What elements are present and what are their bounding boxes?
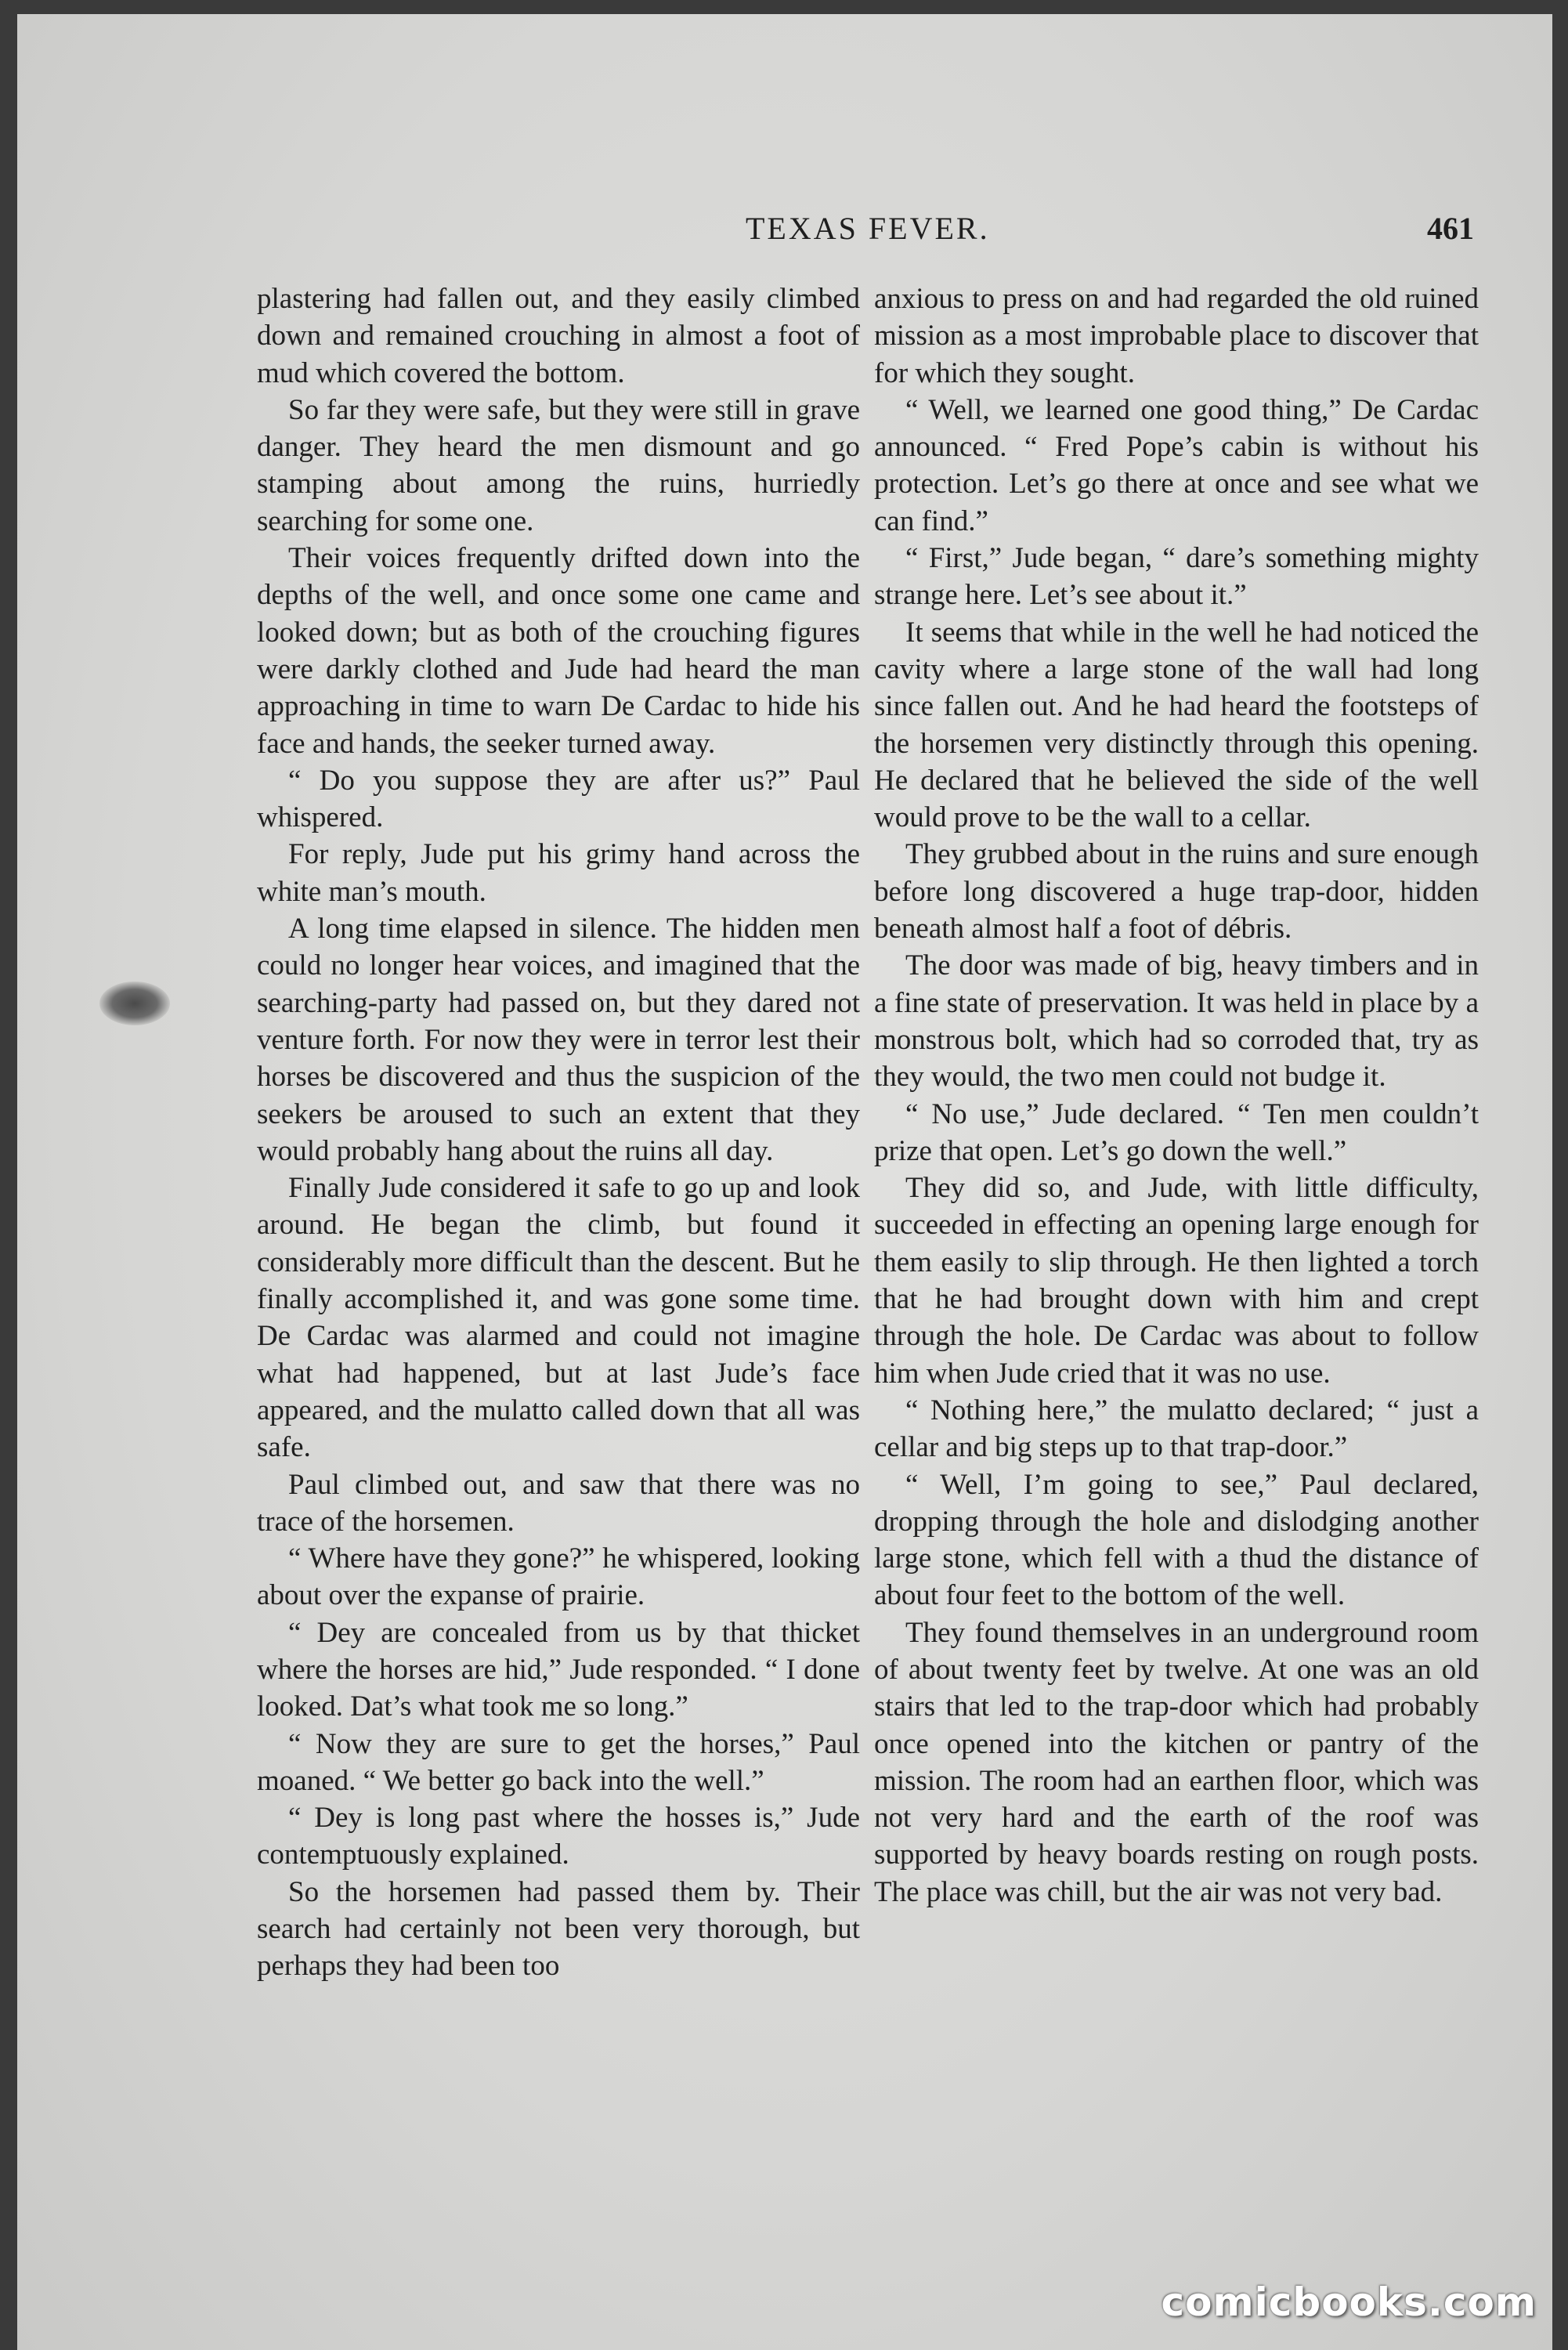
right-text-column xyxy=(874,280,1479,2270)
paragraph: “ Where have they gone?” he whispered, looking about over the expanse of prairie. xyxy=(257,1542,860,1612)
paragraph: It seems that while in the well he had noticed the cavity where a large stone of the wall had long since fallen out. And he had heard the footsteps of the horsemen very distinctly through this opening. He declared that he believed the side of the well would prove to be the wall to a cellar. xyxy=(874,616,1479,834)
paragraph: Paul climbed out, and saw that there was no trace of the horsemen. xyxy=(257,1468,860,1538)
paragraph: So the horsemen had passed them by. Their search had certainly not been very thorough, but perhaps they had been too xyxy=(257,1875,860,1983)
running-title: TEXAS FEVER. xyxy=(746,211,990,246)
paragraph: They found themselves in an underground room of about twenty feet by twelve. At one was an old stairs that led to the trap-door which had probably once opened into the kitchen or pantry of the mission. The room had an earthen floor, which was not very hard and the earth of the roof was supported by heavy boards resting on rough posts. The place was chill, but the air was not very bad. xyxy=(874,1616,1479,1908)
paragraph: “ First,” Jude began, “ dare’s something mighty strange here. Let’s see about it.” xyxy=(874,542,1479,612)
paragraph: “ Well, I’m going to see,” Paul declared, dropping through the hole and dislodging another large stone, which fell with a thud the distance of about four feet to the bottom of the well. xyxy=(874,1468,1479,1612)
paragraph: “ Well, we learned one good thing,” De Cardac announced. “ Fred Pope’s cabin is without his protection. Let’s go there at once and see what we can find.” xyxy=(874,393,1479,537)
paragraph: A long time elapsed in silence. The hidden men could no longer hear voices, and imagined that the searching-party had passed on, but they dared not venture forth. For now they were in terror lest their horses be discovered and thus the suspicion of the seekers be aroused to such an extent that they would probably hang about the ruins all day. xyxy=(257,913,860,1167)
paragraph: The door was made of big, heavy timbers and in a fine state of preservation. It was held in place by a monstrous bolt, which had so corroded that, try as they would, the two men could not budge it. xyxy=(874,949,1479,1094)
paragraph: “ No use,” Jude declared. “ Ten men couldn’t prize that open. Let’s go down the well.” xyxy=(874,1097,1479,1167)
ink-smudge xyxy=(99,982,170,1025)
magazine-page xyxy=(17,14,1552,2350)
page-number: 461 xyxy=(1427,211,1474,246)
paragraph: “ Now they are sure to get the horses,” Paul moaned. “ We better go back into the well.” xyxy=(257,1727,860,1797)
paragraph: They grubbed about in the ruins and sure enough before long discovered a huge trap-door, hidden beneath almost half a foot of débris. xyxy=(874,838,1479,945)
paragraph: So far they were safe, but they were still in grave danger. They heard the men dismount and go stamping about among the ruins, hurriedly searching for some one. xyxy=(257,393,860,537)
left-text-column xyxy=(257,280,860,2270)
paragraph: “ Nothing here,” the mulatto declared; “ just a cellar and big steps up to that trap-door.” xyxy=(874,1394,1479,1464)
page-header xyxy=(738,210,1474,257)
watermark: comicbooks.com xyxy=(1161,2280,1537,2325)
paragraph: “ Do you suppose they are after us?” Paul whispered. xyxy=(257,764,860,834)
paragraph: For reply, Jude put his grimy hand across the white man’s mouth. xyxy=(257,838,860,908)
paragraph: Finally Jude considered it safe to go up and look around. He began the climb, but found it considerably more difficult than the descent. But he finally accomplished it, and was gone some time. De Cardac was alarmed and could not imagine what had happened, but at last Jude’s face appeared, and the mulatto called down that all was safe. xyxy=(257,1172,860,1464)
paragraph: They did so, and Jude, with little difficulty, succeeded in effecting an opening large enough for them easily to slip through. He then lighted a torch that he had brought down with him and crept through the hole. De Cardac was about to follow him when Jude cried that it was no use. xyxy=(874,1172,1479,1390)
paragraph: “ Dey is long past where the hosses is,” Jude contemptuously explained. xyxy=(257,1802,860,1871)
paragraph: anxious to press on and had regarded the old ruined mission as a most improbable place to discover that for which they sought. xyxy=(874,283,1479,389)
paragraph: plastering had fallen out, and they easily climbed down and remained crouching in almost a foot of mud which covered the bottom. xyxy=(257,283,860,389)
paragraph: Their voices frequently drifted down into the depths of the well, and once some one came and looked down; but as both of the crouching figures were darkly clothed and Jude had heard the man approaching in time to warn De Cardac to hide his face and hands, the seeker turned away. xyxy=(257,542,860,760)
paragraph: “ Dey are concealed from us by that thicket where the horses are hid,” Jude responded. “ I done looked. Dat’s what took me so long.” xyxy=(257,1616,860,1723)
